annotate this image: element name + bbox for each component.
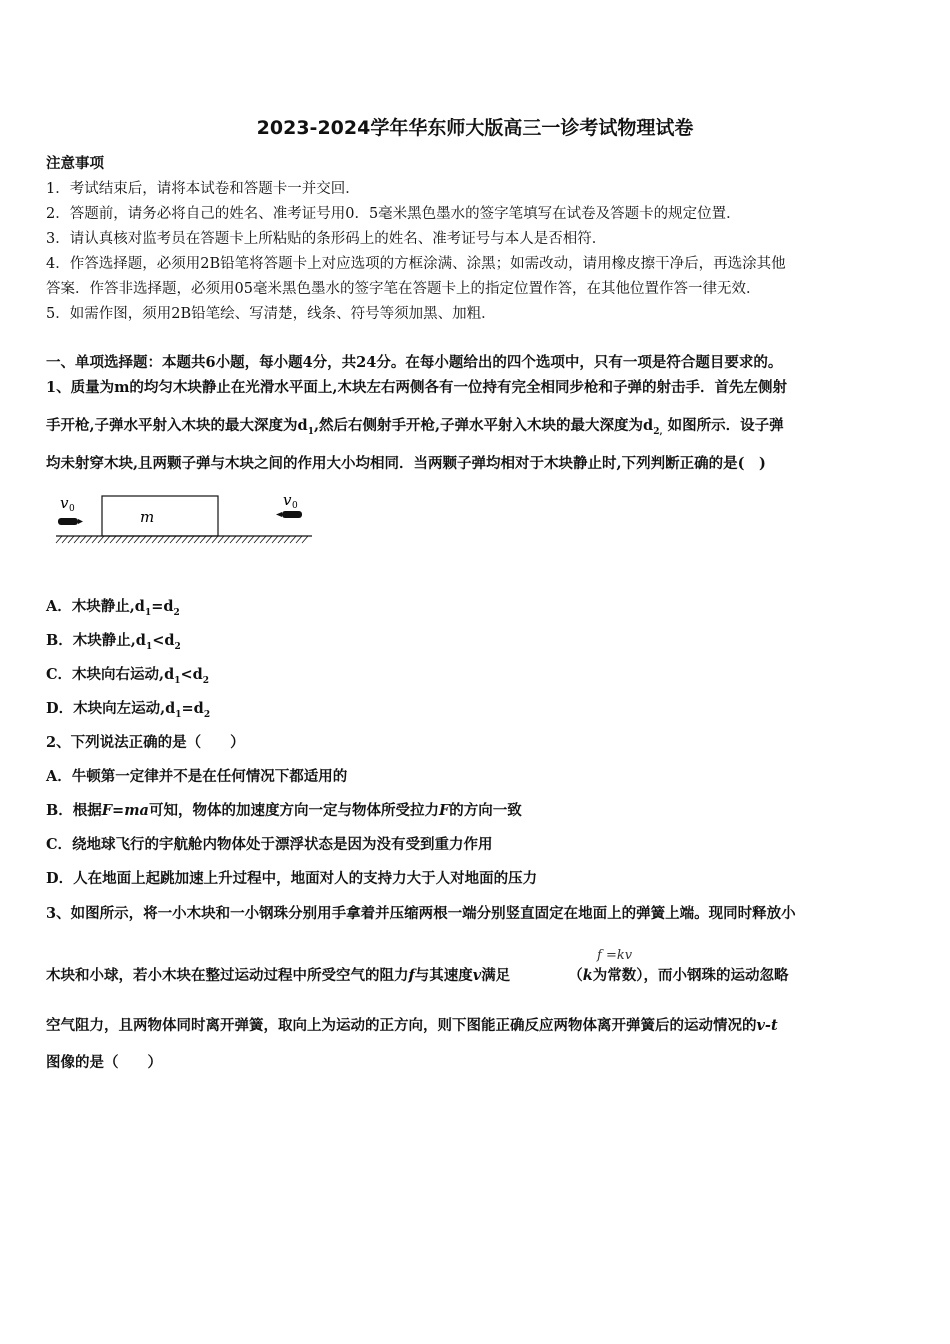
page-title: 2023-2024学年华东师大版高三一诊考试物理试卷	[256, 117, 694, 139]
q1-figure	[50, 488, 320, 552]
wood-block	[102, 496, 218, 536]
velocity-right-sub: 0	[292, 501, 298, 511]
q2-option-a: A．牛顿第一定律并不是在任何情况下都适用的	[46, 768, 348, 785]
q3-line-1: 3、如图所示，将一小木块和一小钢珠分别用手拿着并压缩两根一端分别竖直固定在地面上的弹簧上端。现同时释放小	[46, 905, 796, 922]
notice-line-2: 2．答题前，请务必将自己的姓名、准考证号用0．5毫米黑色墨水的签字笔填写在试卷及答题卡的规定位置．	[46, 206, 741, 222]
notice-heading: 注意事项	[46, 155, 104, 172]
notice-line-5: 答案．作答非选择题，必须用05毫米黑色墨水的签字笔在答题卡上的指定位置作答，在其他位置作答一律无效．	[46, 281, 761, 297]
q3-line-3: 空气阻力，且两物体同时离开弹簧，取向上为运动的正方向，则下图能正确反应两物体离开弹簧后的运动情况的v-t	[46, 1017, 778, 1034]
mass-label: m	[140, 508, 155, 526]
q1-option-c: C．木块向右运动$,d_1<d_2$	[46, 666, 210, 686]
velocity-left-label: v	[60, 494, 69, 512]
q2-option-d: D．人在地面上起跳加速上升过程中，地面对人的支持力大于人对地面的压力	[46, 870, 538, 887]
notice-line-1: 1．考试结束后，请将本试卷和答题卡一并交回．	[46, 181, 360, 197]
q2-stem: 2、下列说法正确的是（ ）	[46, 734, 245, 751]
q3-formula: f =kv	[597, 948, 633, 963]
q1-option-a: A．木块静止$,d_1=d_2$	[46, 598, 180, 618]
q1-line-3: 均未射穿木块,且两颗子弹与木块之间的作用大小均相同．当两颗子弹均相对于木块静止时,下列判断正确的是( )	[46, 455, 766, 472]
notice-line-6: 5．如需作图，须用2B铅笔绘、写清楚，线条、符号等须加黑、加粗．	[46, 306, 496, 322]
q1-option-d: D．木块向左运动$,d_1=d_2$	[46, 700, 211, 720]
notice-line-3: 3．请认真核对监考员在答题卡上所粘贴的条形码上的姓名、准考证号与本人是否相符．	[46, 231, 607, 247]
q1-line-2: 手开枪,子弹水平射入木块的最大深度为$d_1$,然后右侧射手开枪,子弹水平射入木块的最大深度为$d_{2,}$ 如图所示．设子弹	[46, 417, 784, 437]
q2-option-c: C．绕地球飞行的宇航舱内物体处于漂浮状态是因为没有受到重力作用	[46, 836, 493, 853]
q2-option-b: B．根据F=ma可知，物体的加速度方向一定与物体所受拉力F的方向一致	[46, 802, 522, 819]
q1-option-b: B．木块静止$,d_1<d_2$	[46, 632, 181, 652]
section-heading: 一、单项选择题：本题共6小题，每小题4分，共24分。在每小题给出的四个选项中，只有一项是符合题目要求的。	[46, 354, 783, 371]
q3-line-4: 图像的是（ ）	[46, 1054, 162, 1071]
ground-hatch	[56, 536, 308, 543]
velocity-left-sub: 0	[69, 504, 75, 514]
bullet-right-icon	[282, 511, 302, 518]
bullet-left-icon	[58, 518, 78, 525]
q3-line-2: 木块和小球，若小木块在整过运动过程中所受空气的阻力f与其速度v满足 （k为常数），而小钢珠的运动忽略	[46, 967, 789, 984]
velocity-right-label: v	[283, 491, 292, 509]
notice-line-4: 4．作答选择题，必须用2B铅笔将答题卡上对应选项的方框涂满、涂黑；如需改动，请用橡皮擦干净后，再选涂其他	[46, 256, 786, 272]
q1-line-1: 1、质量为m的均匀木块静止在光滑水平面上,木块左右两侧各有一位持有完全相同步枪和子弹的射击手．首先左侧射	[46, 379, 787, 396]
